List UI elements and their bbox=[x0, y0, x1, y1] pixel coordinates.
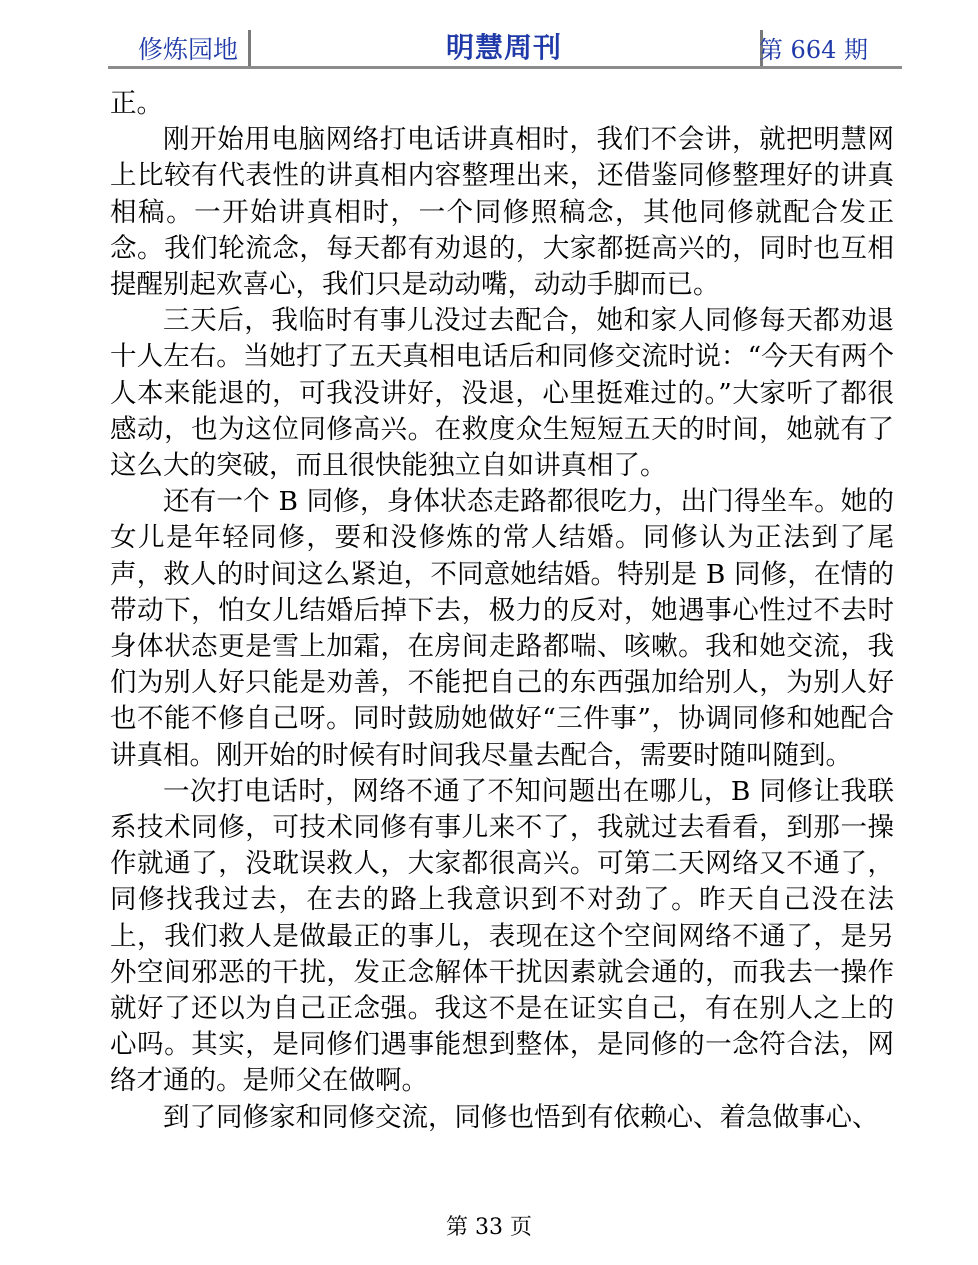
paragraph: 一次打电话时，网络不通了不知问题出在哪儿，B 同修让我联系技术同修，可技术同修有事儿来不了，我就过去看看，到那一操作就通了，没耽误救人，大家都很高兴。可第二天网络又不通了，同修找我过去，在去的路上我意识到不对劲了。昨天自己没在法上，我们救人是做最正的事儿，表现在这个空间网络不通了，是另外空间邪恶的干扰，发正念解体干扰因素就会通的，而我去一操作就好了还以为自己正念强。我这不是在证实自己，有在别人之上的心吗。其实，是同修们遇事能想到整体，是同修的一念符合法，网络才通的。是师父在做啊。 bbox=[110, 775, 894, 1097]
page-number: 第 33 页 bbox=[446, 1215, 532, 1240]
publication-title: 明慧周刊 bbox=[445, 31, 562, 64]
paragraph-continued: 正。 bbox=[110, 88, 163, 119]
paragraph: 还有一个 B 同修，身体状态走路都很吃力，出门得坐车。她的女儿是年轻同修，要和没修炼的常人结婚。同修认为正法到了尾声，救人的时间这么紧迫，不同意她结婚。特别是 B 同修，在情的带动下，怕女儿结婚后掉下去，极力的反对，她遇事心性过不去时身体状态更是雪上加霜，在房间走路都喘、咳嗽。我和她交流，我们为别人好只能是劝善，不能把自己的东西强加给别人，为别人好也不能不修自己呀。同时鼓励她做好“三件事”，协调同修和她配合讲真相。刚开始的时候有时间我尽量去配合，需要时随叫随到。 bbox=[110, 486, 894, 771]
paragraph: 到了同修家和同修交流，同修也悟到有依赖心、着急做事心、 bbox=[163, 1101, 879, 1133]
header-rule bbox=[108, 66, 902, 69]
section-name: 修炼园地 bbox=[138, 35, 239, 64]
issue-number: 第 664 期 bbox=[758, 36, 868, 64]
paragraph: 刚开始用电脑网络打电话讲真相时，我们不会讲，就把明慧网上比较有代表性的讲真相内容整理出来，还借鉴同修整理好的讲真相稿。一开始讲真相时，一个同修照稿念，其他同修就配合发正念。我们轮流念，每天都有劝退的，大家都挺高兴的，同时也互相提醒别起欢喜心，我们只是动动嘴，动动手脚而已。 bbox=[110, 124, 894, 301]
page-header bbox=[108, 24, 900, 68]
paragraph: 三天后，我临时有事儿没过去配合，她和家人同修每天都劝退十人左右。当她打了五天真相电话后和同修交流时说：“今天有两个人本来能退的，可我没讲好，没退，心里挺难过的。”大家听了都很感动，也为这位同修高兴。在救度众生短短五天的时间，她就有了这么大的突破，而且很快能独立自如讲真相了。 bbox=[110, 305, 894, 482]
article-body bbox=[110, 86, 894, 1136]
